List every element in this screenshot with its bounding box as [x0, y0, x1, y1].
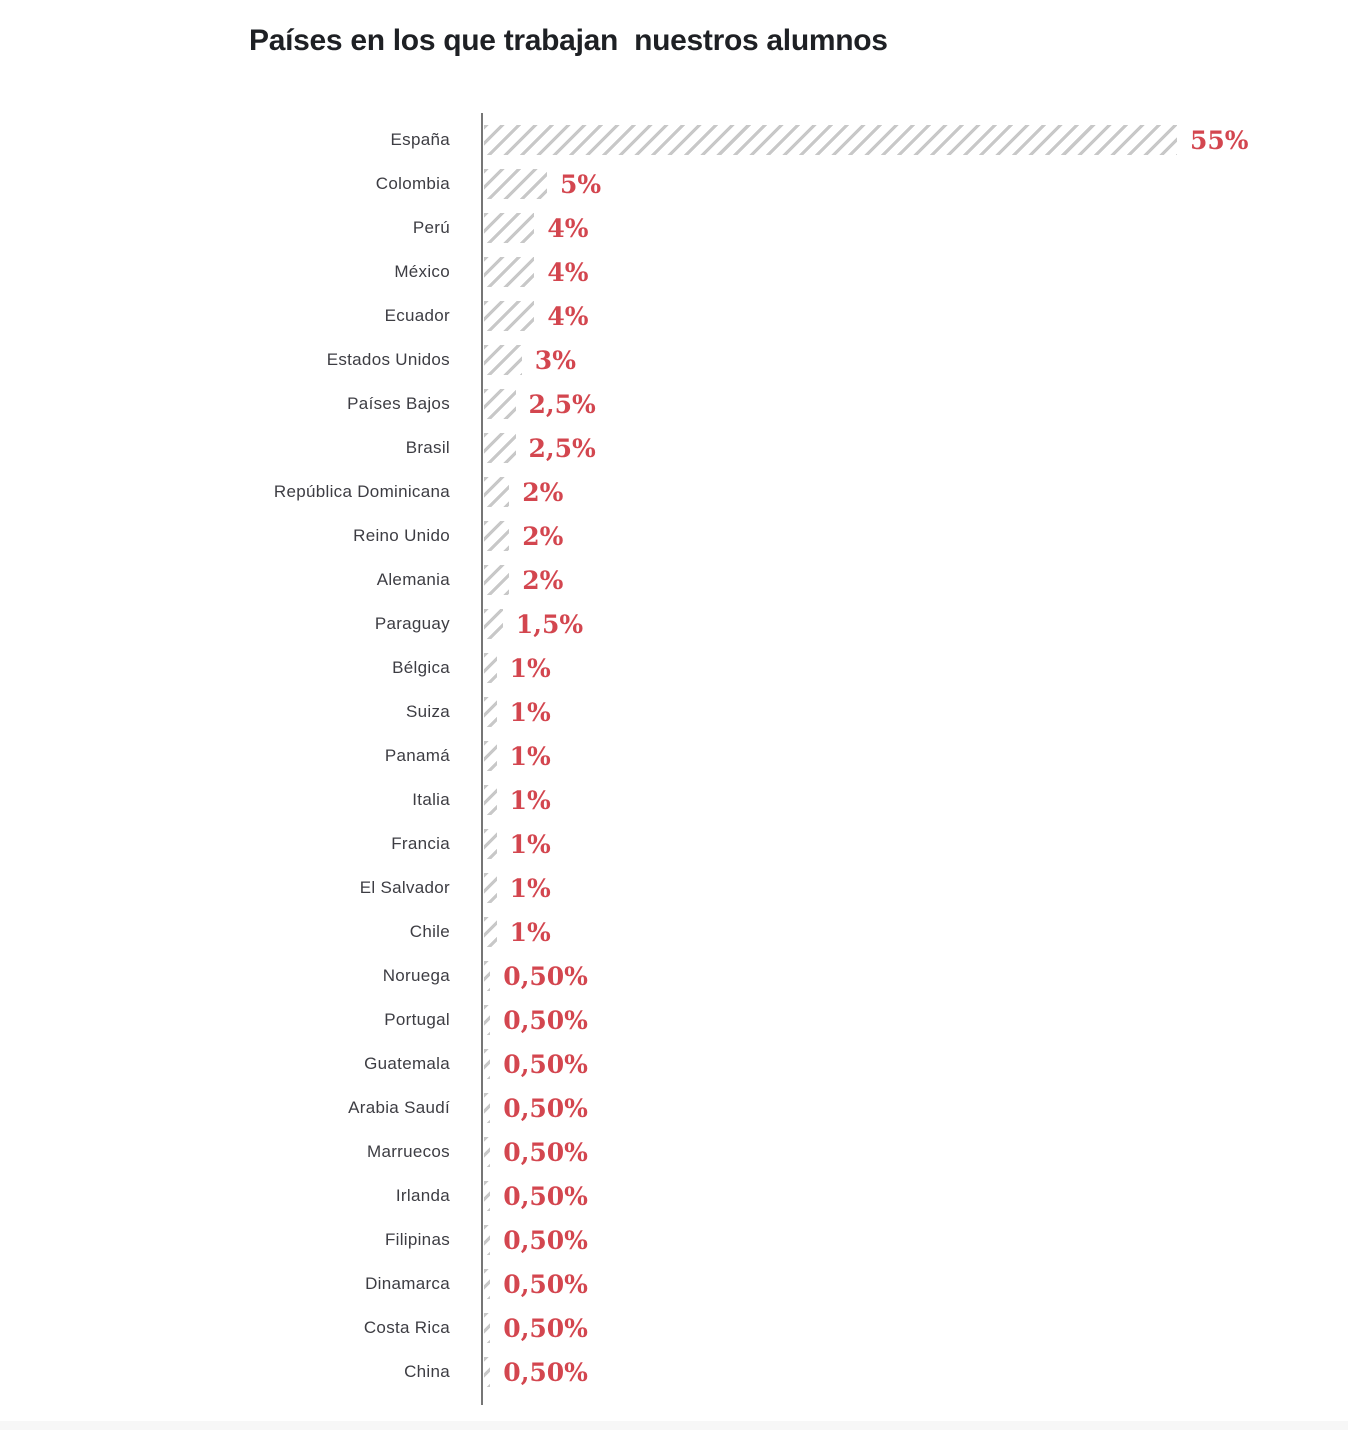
- hatched-bar: [484, 521, 509, 551]
- bar-area: [484, 1093, 588, 1123]
- value-label: 0,50%: [503, 1137, 588, 1167]
- value-label: 0,50%: [503, 1269, 588, 1299]
- hatched-bar: [484, 1049, 490, 1079]
- category-label: Italia: [412, 790, 450, 809]
- bar-area: [484, 1049, 588, 1079]
- value-label: 1%: [509, 697, 551, 727]
- category-label: Brasil: [405, 438, 450, 457]
- category-label: El Salvador: [359, 878, 450, 897]
- category-label: China: [404, 1362, 450, 1381]
- bar-area: [484, 389, 596, 419]
- category-label: Dinamarca: [365, 1274, 450, 1293]
- bar-area: [484, 917, 551, 947]
- bar-area: [484, 345, 576, 375]
- bar-chart: [0, 118, 1249, 1394]
- category-label: México: [394, 262, 450, 281]
- category-label: Costa Rica: [363, 1318, 450, 1337]
- value-label: 0,50%: [503, 1225, 588, 1255]
- table-row: [0, 910, 1249, 954]
- table-row: [0, 1130, 1249, 1174]
- category-label: Ecuador: [384, 306, 450, 325]
- category-label: Colombia: [375, 174, 450, 193]
- category-label: Chile: [409, 922, 450, 941]
- bar-area: [484, 653, 551, 683]
- table-row: [0, 690, 1249, 734]
- hatched-bar: [484, 389, 516, 419]
- hatched-bar: [484, 1005, 490, 1035]
- bar-area: [484, 1005, 588, 1035]
- table-row: [0, 998, 1249, 1042]
- bar-area: [484, 741, 551, 771]
- bar-area: [484, 301, 589, 331]
- hatched-bar: [484, 477, 509, 507]
- value-label: 1%: [509, 741, 551, 771]
- table-row: [0, 118, 1249, 162]
- hatched-bar: [484, 697, 497, 727]
- table-row: [0, 250, 1249, 294]
- table-row: [0, 206, 1249, 250]
- bar-area: [484, 477, 563, 507]
- category-label: Suiza: [405, 702, 450, 721]
- hatched-bar: [484, 741, 497, 771]
- hatched-bar: [484, 653, 497, 683]
- value-label: 5%: [560, 169, 602, 199]
- hatched-bar: [484, 213, 534, 243]
- value-label: 1%: [509, 653, 551, 683]
- category-label: Noruega: [382, 966, 450, 985]
- value-label: 1%: [509, 829, 551, 859]
- value-label: 1,5%: [515, 609, 584, 639]
- value-label: 2,5%: [528, 389, 596, 419]
- hatched-bar: [484, 1225, 490, 1255]
- bar-area: [484, 1357, 588, 1387]
- table-row: [0, 1086, 1249, 1130]
- value-label: 2%: [522, 565, 564, 595]
- value-label: 0,50%: [503, 1005, 588, 1035]
- category-label: Irlanda: [395, 1186, 450, 1205]
- table-row: [0, 1306, 1249, 1350]
- category-label: Bélgica: [392, 658, 450, 677]
- bar-area: [484, 257, 589, 287]
- bar-area: [484, 1181, 588, 1211]
- bar-area: [484, 1313, 588, 1343]
- value-label: 4%: [547, 213, 589, 243]
- bar-area: [484, 1225, 588, 1255]
- bar-area: [484, 961, 588, 991]
- bottom-page-band: [0, 1421, 1348, 1430]
- value-label: 55%: [1190, 125, 1249, 155]
- hatched-bar: [484, 345, 522, 375]
- table-row: [0, 1042, 1249, 1086]
- table-row: [0, 426, 1249, 470]
- category-label: República Dominicana: [273, 482, 450, 501]
- value-label: 0,50%: [503, 1181, 588, 1211]
- category-label: Paraguay: [374, 614, 450, 633]
- category-label: Panamá: [384, 746, 450, 765]
- bar-area: [484, 785, 551, 815]
- value-label: 2%: [522, 477, 564, 507]
- hatched-bar: [484, 433, 516, 463]
- category-label: Alemania: [376, 570, 450, 589]
- value-label: 1%: [509, 873, 551, 903]
- value-label: 0,50%: [503, 1357, 588, 1387]
- hatched-bar: [484, 1357, 490, 1387]
- value-label: 0,50%: [503, 1313, 588, 1343]
- bar-area: [484, 125, 1249, 155]
- hatched-bar: [484, 785, 497, 815]
- table-row: [0, 514, 1249, 558]
- hatched-bar: [484, 873, 497, 903]
- value-label: 1%: [509, 917, 551, 947]
- table-row: [0, 1350, 1249, 1394]
- table-row: [0, 470, 1249, 514]
- table-row: [0, 954, 1249, 998]
- category-label: Perú: [412, 218, 450, 237]
- category-label: Países Bajos: [347, 394, 450, 413]
- hatched-bar: [484, 1269, 490, 1299]
- hatched-bar: [484, 565, 509, 595]
- table-row: [0, 338, 1249, 382]
- table-row: [0, 558, 1249, 602]
- table-row: [0, 1262, 1249, 1306]
- category-label: Francia: [391, 834, 450, 853]
- hatched-bar: [484, 917, 497, 947]
- table-row: [0, 778, 1249, 822]
- value-label: 0,50%: [503, 961, 588, 991]
- hatched-bar: [484, 961, 490, 991]
- table-row: [0, 1174, 1249, 1218]
- table-row: [0, 294, 1249, 338]
- value-label: 4%: [547, 301, 589, 331]
- bar-area: [484, 433, 596, 463]
- hatched-bar: [484, 609, 503, 639]
- table-row: [0, 866, 1249, 910]
- value-label: 2,5%: [528, 433, 596, 463]
- value-label: 0,50%: [503, 1093, 588, 1123]
- value-label: 0,50%: [503, 1049, 588, 1079]
- category-label: Reino Unido: [353, 526, 450, 545]
- table-row: [0, 1218, 1249, 1262]
- category-label: Guatemala: [364, 1054, 450, 1073]
- hatched-bar: [484, 301, 534, 331]
- bar-area: [484, 609, 583, 639]
- bar-area: [484, 1137, 588, 1167]
- bar-area: [484, 521, 563, 551]
- bar-area: [484, 1269, 588, 1299]
- bar-area: [484, 213, 589, 243]
- category-label: Estados Unidos: [326, 350, 450, 369]
- value-label: 2%: [522, 521, 564, 551]
- table-row: [0, 162, 1249, 206]
- table-row: [0, 382, 1249, 426]
- hatched-bar: [484, 169, 547, 199]
- category-label: Filipinas: [384, 1230, 450, 1249]
- hatched-bar: [484, 1137, 490, 1167]
- value-label: 4%: [547, 257, 589, 287]
- table-row: [0, 734, 1249, 778]
- value-label: 3%: [534, 345, 576, 375]
- category-label: Arabia Saudí: [348, 1098, 450, 1117]
- category-label: Marruecos: [366, 1142, 450, 1161]
- category-label: España: [390, 130, 450, 149]
- bar-area: [484, 169, 601, 199]
- table-row: [0, 602, 1249, 646]
- bar-area: [484, 565, 563, 595]
- table-row: [0, 646, 1249, 690]
- bar-area: [484, 873, 551, 903]
- hatched-bar: [484, 125, 1177, 155]
- bar-area: [484, 829, 551, 859]
- hatched-bar: [484, 1181, 490, 1211]
- category-label: Portugal: [384, 1010, 450, 1029]
- hatched-bar: [484, 829, 497, 859]
- hatched-bar: [484, 1093, 490, 1123]
- bar-area: [484, 697, 551, 727]
- table-row: [0, 822, 1249, 866]
- chart-title: Países en los que trabajan nuestros alumnos: [249, 24, 888, 57]
- hatched-bar: [484, 1313, 490, 1343]
- value-label: 1%: [509, 785, 551, 815]
- hatched-bar: [484, 257, 534, 287]
